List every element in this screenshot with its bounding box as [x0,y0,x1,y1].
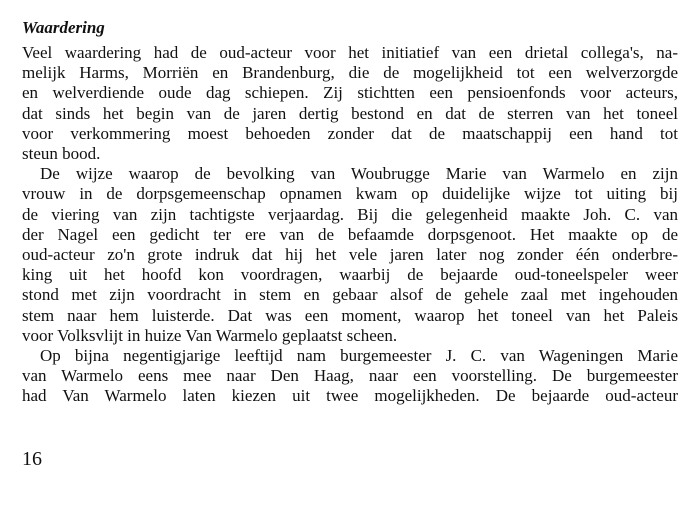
paragraph-2 [22,164,678,346]
text-line: oud-acteur zo'n grote indruk dat hij het vele jaren later nog zonder één onderbre- [22,245,678,265]
text-line: voor Volksvlijt in huize Van Warmelo geplaatst scheen. [22,325,398,345]
text-line: dat sinds het begin van de jaren dertig bestond en dat de sterren van het toneel [22,103,678,123]
text-line: Op bijna negentigjarige leeftijd nam burgemeester J. C. van Wageningen Marie [40,346,678,366]
text-line: De wijze waarop de bevolking van Woubrugge Marie van Warmelo en zijn [40,164,678,184]
text-line: de viering van zijn tachtigste verjaardag. Bij die gelegenheid maakte Joh. C. van [22,204,678,224]
text-line: melijk Harms, Morriën en Brandenburg, die de mogelijkheid tot een welverzorgde [22,63,678,83]
text-line: king uit het hoofd kon voordragen, waarbij de bejaarde oud-toneelspeler weer [22,265,678,285]
page-number: 16 [22,448,42,470]
paragraph-3 [22,346,678,407]
section-heading: Waardering [22,18,105,37]
text-line: stond met zijn voordracht in stem en gebaar alsof de gehele zaal met ingehouden [22,285,678,305]
text-line: stem naar hem luisterde. Dat was een moment, waarop het toneel van het Paleis [22,305,678,325]
page-text [22,18,678,407]
text-line: en welverdiende oude dag schiepen. Zij stichtten een pensioenfonds voor acteurs, [22,83,678,103]
text-line: had Van Warmelo laten kiezen uit twee mogelijkheden. De bejaarde oud-acteur [22,386,678,406]
text-line: van Warmelo eens mee naar Den Haag, naar een voorstelling. De burgemeester [22,366,678,386]
text-line: steun bood. [22,144,101,164]
paragraph-1 [22,43,678,164]
text-line: voor verkommering moest behoeden zonder dat de maatschappij een hand tot [22,123,678,143]
text-line: der Nagel een gedicht ter ere van de befaamde dorpsgenoot. Het maakte op de [22,224,678,244]
text-line: vrouw in de dorpsgemeenschap opnamen kwam op duidelijke wijze tot uiting bij [22,184,678,204]
text-line: Veel waardering had de oud-acteur voor het initiatief van een drietal collega's, na- [22,43,678,62]
